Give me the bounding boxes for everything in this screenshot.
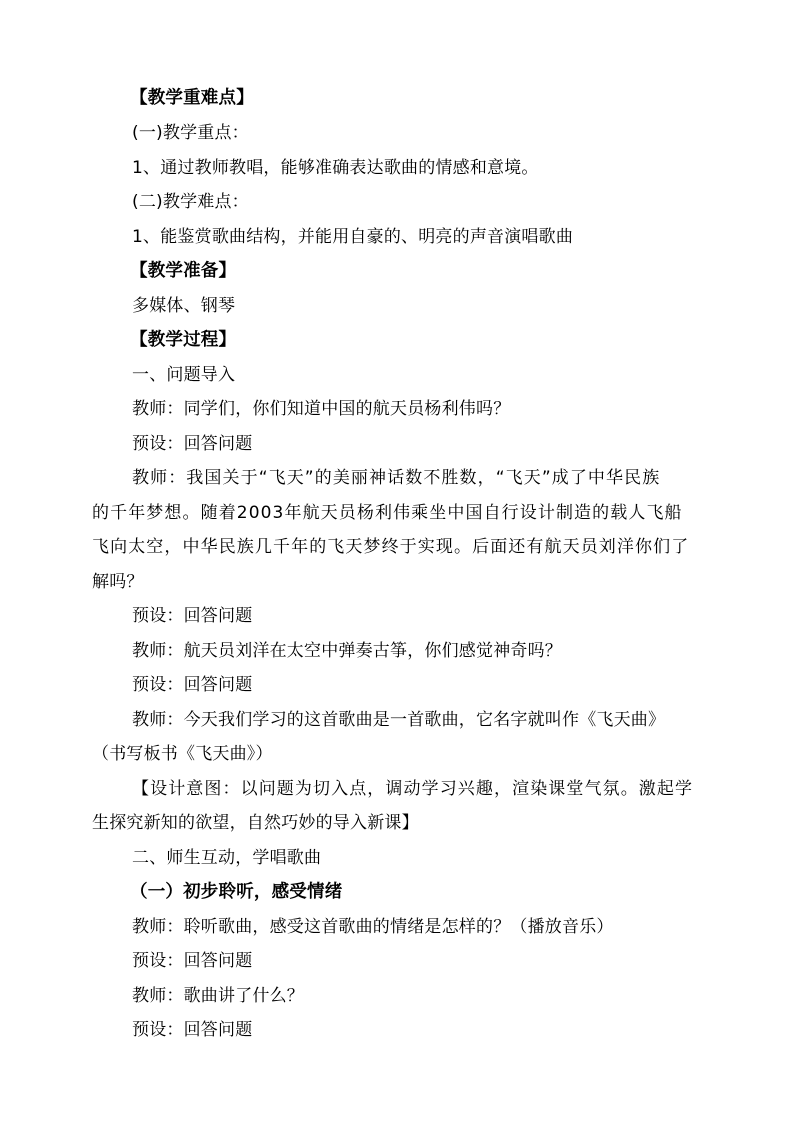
- dialog-line: 预设：回答问题: [132, 606, 253, 626]
- key-points-heading: 【教学重难点】: [130, 88, 254, 108]
- dialog-line: 教师：我国关于“飞天”的美丽神话数不胜数，“飞天”成了中华民族: [132, 468, 661, 488]
- key-points-subheading-1: (一)教学重点：: [132, 123, 249, 143]
- dialog-line: 预设：回答问题: [132, 675, 253, 695]
- dialog-line: 教师：航天员刘洋在太空中弹奏古筝，你们感觉神奇吗？: [132, 641, 562, 661]
- dialog-line: （书写板书《飞天曲》）: [92, 744, 273, 764]
- part1-title: 一、问题导入: [132, 365, 236, 385]
- prep-heading: 【教学准备】: [130, 261, 237, 281]
- part2-subheading-1: （一）初步聆听，感受情绪: [130, 882, 343, 902]
- dialog-line: 的千年梦想。随着2003年航天员杨利伟乘坐中国自行设计制造的载人飞船: [92, 503, 683, 523]
- dialog-line: 飞向太空，中华民族几千年的飞天梦终于实现。后面还有航天员刘洋你们了: [92, 537, 690, 557]
- dialog-line: 解吗？: [92, 572, 144, 592]
- prep-text: 多媒体、钢琴: [132, 296, 236, 316]
- dialog-line: 预设：回答问题: [132, 434, 253, 454]
- part2-dialog-line: 预设：回答问题: [132, 951, 253, 971]
- key-points-item-1: 1、通过教师教唱，能够准确表达歌曲的情感和意境。: [132, 158, 539, 178]
- part2-dialog-line: 教师：聆听歌曲，感受这首歌曲的情绪是怎样的？（播放音乐）: [132, 917, 614, 937]
- key-points-subheading-2: (二)教学难点：: [132, 192, 249, 212]
- process-heading: 【教学过程】: [130, 330, 237, 350]
- dialog-line: 教师：同学们，你们知道中国的航天员杨利伟吗？: [132, 399, 511, 419]
- design-intent-line: 生探究新知的欲望，自然巧妙的导入新课】: [92, 813, 419, 833]
- dialog-line: 教师：今天我们学习的这首歌曲是一首歌曲，它名字就叫作《飞天曲》: [132, 710, 666, 730]
- design-intent-line: 【设计意图：以问题为切入点，调动学习兴趣，渲染课堂气氛。激起学: [132, 779, 694, 799]
- part2-dialog-line: 教师：歌曲讲了什么？: [132, 986, 304, 1006]
- key-points-item-2: 1、能鉴赏歌曲结构，并能用自豪的、明亮的声音演唱歌曲: [132, 227, 574, 247]
- part2-title: 二、师生互动，学唱歌曲: [132, 848, 322, 868]
- part2-dialog-line: 预设：回答问题: [132, 1020, 253, 1040]
